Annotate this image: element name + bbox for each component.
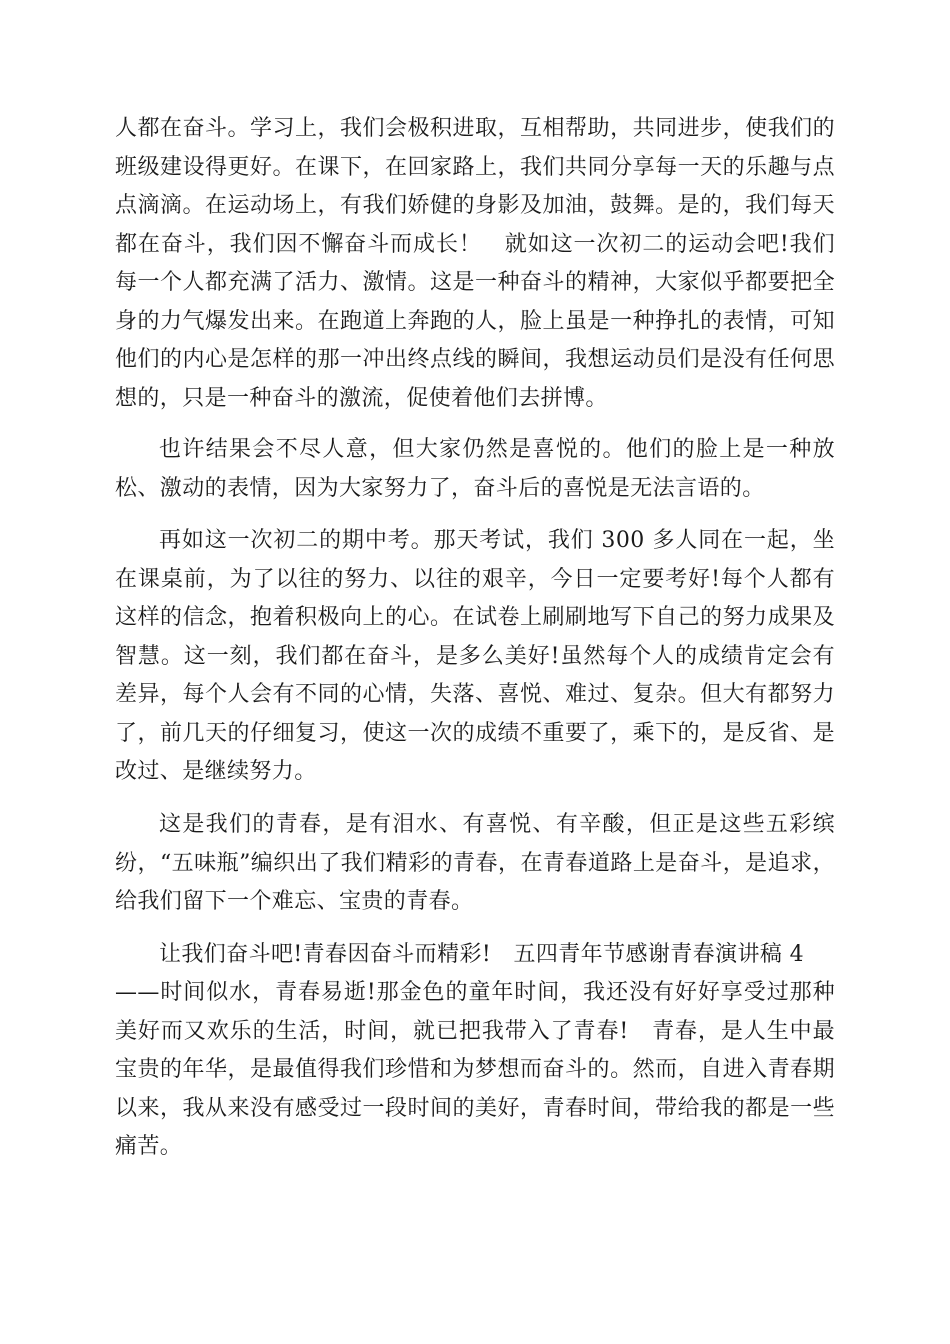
paragraph-4: 这是我们的青春，是有泪水、有喜悦、有辛酸，但正是这些五彩缤纷，“五味瓶”编织出了我们精彩的青春，在青春道路上是奋斗，是追求，给我们留下一个难忘、宝贵的青春。 (115, 812, 835, 914)
paragraph-6: ——时间似水，青春易逝!那金色的童年时间，我还没有好好享受过那种美好而又欢乐的生活，时间，就已把我带入了青春! 青春，是人生中最宝贵的年华，是最值得我们珍惜和为梦想而奋斗的。然而，自进入青春期以来，我从来没有感受过一段时间的美好，青春时间，带给我的都是一些痛苦。 (115, 980, 835, 1159)
paragraph-2: 也许结果会不尽人意，但大家仍然是喜悦的。他们的脸上是一种放松、激动的表情，因为大家努力了，奋斗后的喜悦是无法言语的。 (115, 437, 835, 501)
paragraph-5: 让我们奋斗吧!青春因奋斗而精彩! 五四青年节感谢青春演讲稿 4 (159, 942, 805, 967)
paragraph-3: 再如这一次初二的期中考。那天考试，我们 300 多人同在一起，坐在课桌前，为了以往的努力、以往的艰辛，今日一定要考好!每个人都有这样的信念，抱着积极向上的心。在试卷上刷刷地写下自己的努力成果及智慧。这一刻，我们都在奋斗，是多么美好!虽然每个人的成绩肯定会有差异，每个人会有不同的心情，失落、喜悦、难过、复杂。但大有都努力了，前几天的仔细复习，使这一次的成绩不重要了，乘下的，是反省、是改过、是继续努力。 (115, 528, 835, 784)
paragraph-1: 人都在奋斗。学习上，我们会极积进取，互相帮助，共同进步，使我们的班级建设得更好。在课下，在回家路上，我们共同分享每一天的乐趣与点点滴滴。在运动场上，有我们娇健的身影及加油，鼓舞。是的，我们每天都在奋斗，我们因不懈奋斗而成长！ 就如这一次初二的运动会吧!我们每一个人都充满了活力、激情。这是一种奋斗的精神，大家似乎都要把全身的力气爆发出来。在跑道上奔跑的人，脸上虽是一种挣扎的表情，可知他们的内心是怎样的那一冲出终点线的瞬间，我想运动员们是没有任何思想的，只是一种奋斗的激流，促使着他们去拼博。 (115, 116, 835, 411)
